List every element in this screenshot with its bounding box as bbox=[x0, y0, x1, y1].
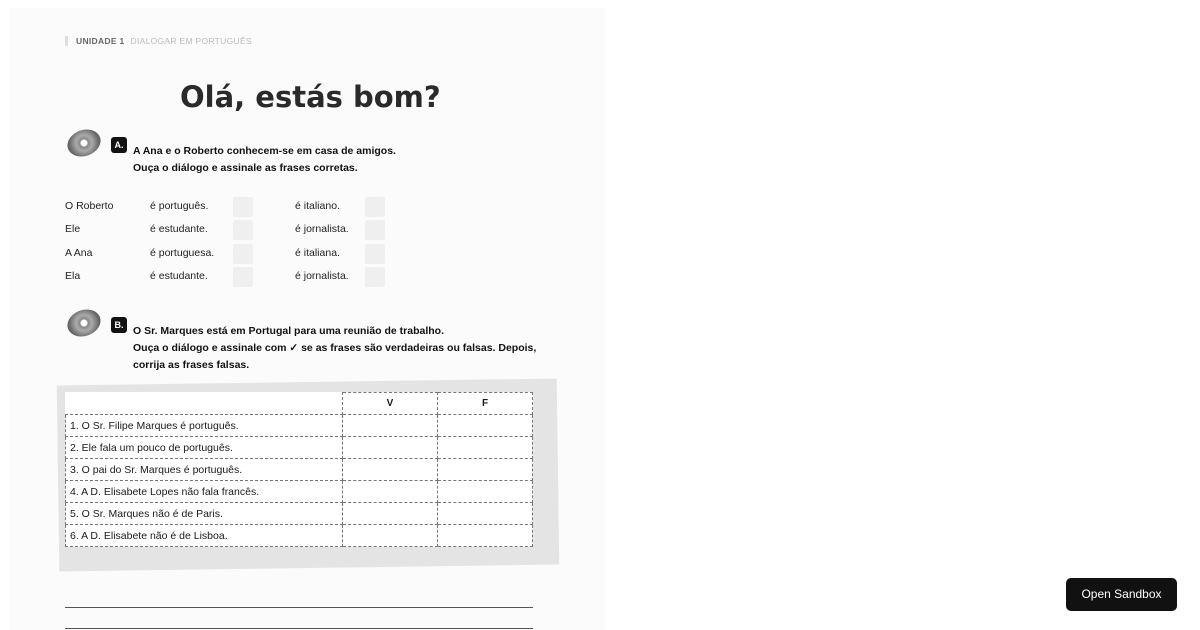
statement: 5. O Sr. Marques não é de Paris. bbox=[66, 503, 343, 525]
header-f: F bbox=[438, 393, 533, 415]
true-cell[interactable] bbox=[343, 503, 438, 525]
table-row bbox=[66, 481, 533, 503]
false-cell[interactable] bbox=[438, 415, 533, 437]
unit-header bbox=[65, 36, 252, 46]
statement: 6. A D. Elisabete não é de Lisboa. bbox=[66, 525, 343, 547]
checkbox-option-1[interactable] bbox=[233, 197, 253, 217]
false-cell[interactable] bbox=[438, 437, 533, 459]
statement: 3. O pai do Sr. Marques é português. bbox=[66, 459, 343, 481]
true-false-table bbox=[65, 392, 533, 547]
checkbox-option-2[interactable] bbox=[365, 267, 385, 287]
page-title: Olá, estás bom? bbox=[180, 80, 441, 114]
answer-line[interactable] bbox=[65, 628, 533, 629]
checkbox-option-2[interactable] bbox=[365, 220, 385, 240]
header-empty bbox=[66, 393, 343, 415]
table-row bbox=[66, 503, 533, 525]
row-subject: A Ana bbox=[65, 246, 93, 259]
row-option-1: é português. bbox=[150, 200, 209, 212]
instruction-line: Ouça o diálogo e assinale as frases corretas. bbox=[133, 162, 358, 174]
row-option-1: é estudante. bbox=[150, 269, 208, 282]
instruction-line: O Sr. Marques está em Portugal para uma reunião de trabalho. bbox=[133, 325, 445, 337]
table-row bbox=[66, 437, 533, 459]
true-cell[interactable] bbox=[343, 437, 438, 459]
statement: 2. Ele fala um pouco de português. bbox=[66, 437, 343, 459]
false-cell[interactable] bbox=[438, 481, 533, 503]
table-row bbox=[66, 459, 533, 481]
row-option-2: é jornalista. bbox=[295, 223, 349, 236]
audio-cd-icon bbox=[64, 125, 105, 161]
instruction-line: corrija as frases falsas. bbox=[133, 359, 250, 371]
true-cell[interactable] bbox=[343, 415, 438, 437]
false-cell[interactable] bbox=[438, 459, 533, 481]
false-cell[interactable] bbox=[438, 503, 533, 525]
row-option-2: é italiana. bbox=[295, 246, 340, 259]
unit-title: DIALOGAR EM PORTUGUÊS bbox=[130, 36, 252, 46]
exercise-b-instructions bbox=[133, 323, 536, 374]
exercise-a-badge: A. bbox=[111, 137, 127, 153]
checkbox-option-1[interactable] bbox=[233, 267, 253, 287]
answer-line[interactable] bbox=[65, 607, 533, 608]
checkbox-option-1[interactable] bbox=[233, 244, 253, 264]
checkbox-option-1[interactable] bbox=[233, 220, 253, 240]
row-option-2: é jornalista. bbox=[295, 269, 349, 282]
checkbox-option-2[interactable] bbox=[365, 197, 385, 217]
header-v: V bbox=[343, 393, 438, 415]
worksheet-page bbox=[10, 8, 605, 630]
row-option-1: é estudante. bbox=[150, 223, 208, 236]
table-row bbox=[66, 415, 533, 437]
exercise-b-badge: B. bbox=[111, 317, 127, 333]
true-cell[interactable] bbox=[343, 459, 438, 481]
instruction-line: Ouça o diálogo e assinale com ✓ se as frases são verdadeiras ou falsas. Depois, bbox=[133, 342, 537, 354]
row-option-1: é portuguesa. bbox=[150, 246, 215, 259]
row-subject: Ela bbox=[65, 269, 81, 282]
row-subject: O Roberto bbox=[65, 200, 114, 212]
row-option-2: é italiano. bbox=[295, 200, 340, 212]
instruction-line: A Ana e o Roberto conhecem-se em casa de amigos. bbox=[133, 145, 396, 157]
exercise-a-instructions bbox=[133, 143, 396, 177]
true-cell[interactable] bbox=[343, 525, 438, 547]
checkbox-option-2[interactable] bbox=[365, 244, 385, 264]
audio-cd-icon bbox=[64, 305, 105, 341]
true-cell[interactable] bbox=[343, 481, 438, 503]
open-sandbox-button[interactable]: Open Sandbox bbox=[1066, 578, 1177, 611]
row-subject: Ele bbox=[65, 223, 81, 236]
false-cell[interactable] bbox=[438, 525, 533, 547]
statement: 1. O Sr. Filipe Marques é português. bbox=[66, 415, 343, 437]
unit-number: UNIDADE 1 bbox=[76, 36, 125, 46]
table-row bbox=[66, 525, 533, 547]
statement: 4. A D. Elisabete Lopes não fala francês. bbox=[66, 481, 343, 503]
